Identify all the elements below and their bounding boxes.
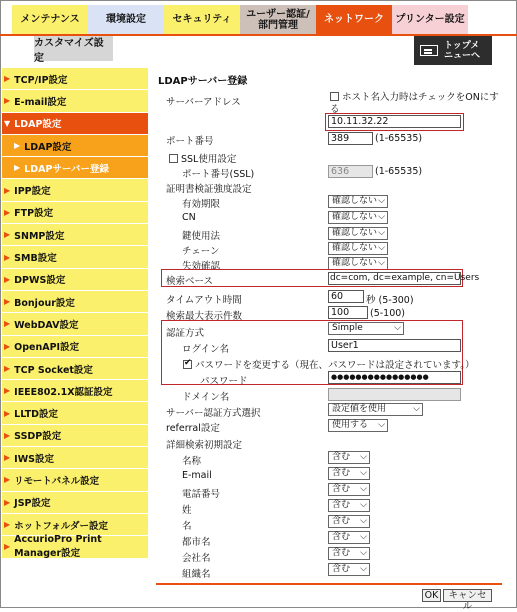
cert-keyusage-label: 鍵使用法 xyxy=(182,231,221,242)
sidebar-item-jsp[interactable]: ▶ JSP設定 xyxy=(2,492,148,514)
chevron-down-icon: ⌵ xyxy=(378,212,385,222)
detail-phone-select[interactable]: 含む ⌵ xyxy=(328,483,370,496)
arrow-icon: ▶ xyxy=(4,185,11,195)
detail-firstname-select[interactable]: 含む ⌵ xyxy=(328,515,370,528)
cert-revocation-select[interactable]: 確認しない ⌵ xyxy=(328,257,388,270)
ssl-checkbox[interactable] xyxy=(169,154,178,163)
sidebar-item-bonjour[interactable]: ▶ Bonjour設定 xyxy=(2,291,148,313)
ssl-port-range: (1-65535) xyxy=(375,166,423,177)
sidebar-item-openapi[interactable]: ▶ OpenAPI設定 xyxy=(2,336,148,358)
hostname-checkbox-label-cont: る xyxy=(330,104,340,115)
chevron-down-icon: ⌵ xyxy=(360,452,367,462)
chevron-down-icon: ⌵ xyxy=(360,484,367,494)
sidebar-item-lltd[interactable]: ▶ LLTD設定 xyxy=(2,402,148,424)
arrow-icon: ▶ xyxy=(4,475,11,485)
search-base-input[interactable]: dc=com, dc=example, cn=Users xyxy=(330,273,480,283)
tab-user-auth[interactable]: ユーザー認証/部門管理 xyxy=(240,5,316,34)
ssl-checkbox-row[interactable] xyxy=(169,151,236,165)
hostname-checkbox[interactable] xyxy=(330,92,339,101)
sidebar-subitem-ldap-settings[interactable]: ▶ LDAP設定 xyxy=(2,135,148,157)
arrow-icon: ▶ xyxy=(4,453,11,463)
arrow-icon: ▶ xyxy=(4,430,11,440)
arrow-icon: ▶ xyxy=(4,341,11,351)
domain-label: ドメイン名 xyxy=(182,392,230,403)
sidebar-item-ldap[interactable]: ▼ LDAP設定 xyxy=(2,113,148,135)
chevron-down-icon: ⌵ xyxy=(378,243,385,253)
top-menu-button[interactable] xyxy=(414,36,492,65)
tab-printer[interactable]: プリンター設定 xyxy=(392,5,468,34)
sidebar-item-ftp[interactable]: ▶ FTP設定 xyxy=(2,202,148,224)
port-range: (1-65535) xyxy=(375,133,423,144)
cert-keyusage-select[interactable]: 確認しない ⌵ xyxy=(328,227,388,240)
arrow-down-icon: ▼ xyxy=(4,118,11,128)
cert-expiry-label: 有効期限 xyxy=(182,199,221,210)
arrow-icon: ▶ xyxy=(4,542,11,552)
chevron-down-icon: ⌵ xyxy=(378,196,385,206)
arrow-icon: ▶ xyxy=(4,297,11,307)
arrow-icon: ▶ xyxy=(4,364,11,373)
timeout-input[interactable]: 60 xyxy=(328,290,364,303)
ssl-port-input[interactable]: 636 xyxy=(328,165,373,178)
chevron-down-icon: ⌵ xyxy=(413,404,420,414)
cert-cn-select[interactable]: 確認しない ⌵ xyxy=(328,211,388,224)
tab-environment[interactable]: 環境設定 xyxy=(88,5,164,34)
chevron-down-icon: ⌵ xyxy=(360,468,367,478)
server-address-label: サーバーアドレス xyxy=(166,97,241,108)
cert-expiry-select[interactable]: 確認しない ⌵ xyxy=(328,195,388,208)
sidebar-item-ieee8021x[interactable]: ▶ IEEE802.1X認証設定 xyxy=(2,380,148,402)
cert-cn-label: CN xyxy=(182,212,196,223)
chevron-down-icon: ⌵ xyxy=(360,532,367,542)
password-input[interactable]: ●●●●●●●●●●●●●●●● xyxy=(328,371,461,384)
ssl-label: SSL使用設定 xyxy=(181,154,237,165)
chevron-down-icon: ⌵ xyxy=(360,500,367,510)
detail-name-label: 名称 xyxy=(182,456,202,467)
chevron-down-icon: ⌵ xyxy=(394,323,401,333)
chevron-down-icon: ⌵ xyxy=(360,516,367,526)
arrow-icon: ▶ xyxy=(4,96,11,106)
auth-method-label: 認証方式 xyxy=(166,328,205,339)
cancel-button[interactable]: キャンセル xyxy=(443,589,492,602)
tab-maintenance[interactable]: メンテナンス xyxy=(12,5,88,34)
detail-surname-select[interactable]: 含む ⌵ xyxy=(328,499,370,512)
auth-method-select[interactable]: Simple ⌵ xyxy=(328,322,404,335)
change-password-label: パスワードを変更する（現在、パスワードは設定されています。） xyxy=(195,360,475,371)
detail-org-label: 組織名 xyxy=(182,569,211,580)
detail-name-select[interactable]: 含む ⌵ xyxy=(328,451,370,464)
tab-security[interactable]: セキュリティ xyxy=(164,5,240,34)
detail-surname-label: 姓 xyxy=(182,505,192,516)
sidebar-subitem-ldap-server[interactable]: ▶ LDAPサーバー登録 xyxy=(2,157,148,179)
referral-select[interactable]: 使用する ⌵ xyxy=(328,419,388,432)
cert-chain-label: チェーン xyxy=(182,246,220,257)
arrow-icon: ▶ xyxy=(4,274,11,284)
top-menu-label: トップメニューへ xyxy=(444,40,481,61)
hostname-checkbox-label: ホスト名入力時はチェックをONにす xyxy=(342,92,499,103)
login-input[interactable]: User1 xyxy=(328,339,461,352)
sidebar-item-smb[interactable]: ▶ SMB設定 xyxy=(2,246,148,268)
sidebar-item-accuriopro[interactable]: ▶ AccurioPro Print Manager設定 xyxy=(2,536,148,558)
sidebar-item-iws[interactable]: ▶ IWS設定 xyxy=(2,447,148,469)
footer-divider xyxy=(156,583,502,585)
domain-input[interactable] xyxy=(328,388,461,401)
port-label: ポート番号 xyxy=(166,136,214,147)
sidebar-item-tcpip[interactable]: ▶ TCP/IP設定 xyxy=(2,68,148,90)
arrow-icon: ▶ xyxy=(4,230,11,240)
detail-email-label: E-mail xyxy=(182,470,212,481)
arrow-icon: ▶ xyxy=(4,497,11,507)
arrow-icon: ▶ xyxy=(4,520,11,530)
max-results-input[interactable]: 100 xyxy=(328,306,368,319)
arrow-icon: ▶ xyxy=(14,141,21,151)
timeout-unit: 秒 (5-300) xyxy=(366,295,414,306)
arrow-icon: ▶ xyxy=(14,163,21,173)
port-input[interactable]: 389 xyxy=(328,132,373,145)
cert-label: 証明書検証強度設定 xyxy=(166,184,252,195)
sidebar-item-email[interactable]: ▶ E-mail設定 xyxy=(2,90,148,112)
chevron-down-icon: ⌵ xyxy=(378,228,385,238)
cert-revocation-label: 失効確認 xyxy=(182,261,221,272)
detail-city-label: 都市名 xyxy=(182,537,211,548)
chevron-down-icon: ⌵ xyxy=(360,564,367,574)
timeout-label: タイムアウト時間 xyxy=(166,295,242,306)
page-title: LDAPサーバー登録 xyxy=(158,76,248,87)
server-auth-select[interactable]: 設定値を使用 ⌵ xyxy=(328,403,423,416)
sidebar-item-ipp[interactable]: ▶ IPP設定 xyxy=(2,179,148,201)
max-results-range: (5-100) xyxy=(370,308,406,319)
sidebar xyxy=(2,68,148,559)
ssl-port-label: ポート番号(SSL) xyxy=(182,169,255,180)
arrow-icon: ▶ xyxy=(4,74,11,84)
detail-company-select[interactable]: 含む ⌵ xyxy=(328,547,370,560)
server-address-input[interactable]: 10.11.32.22 xyxy=(328,115,461,128)
login-label: ログイン名 xyxy=(182,344,230,355)
cert-chain-select[interactable]: 確認しない ⌵ xyxy=(328,242,388,255)
max-results-label: 検索最大表示件数 xyxy=(166,311,243,322)
detail-phone-label: 電話番号 xyxy=(182,489,221,500)
arrow-icon: ▶ xyxy=(4,408,11,418)
sidebar-item-dpws[interactable]: ▶ DPWS設定 xyxy=(2,269,148,291)
referral-label: referral設定 xyxy=(166,423,220,434)
hostname-checkbox-row[interactable] xyxy=(330,89,499,103)
server-auth-label: サーバー認証方式選択 xyxy=(166,408,261,419)
ok-button[interactable]: OK xyxy=(422,589,441,602)
tab-network[interactable]: ネットワーク xyxy=(316,5,392,34)
password-label: パスワード xyxy=(200,376,248,387)
change-password-row[interactable] xyxy=(183,357,475,371)
search-base-label: 検索ベース xyxy=(166,276,214,287)
detail-firstname-label: 名 xyxy=(182,521,192,532)
detail-search-label: 詳細検索初期設定 xyxy=(166,440,243,451)
chevron-down-icon: ⌵ xyxy=(360,548,367,558)
sidebar-item-tcp-socket[interactable]: ▶ TCP Socket設定 xyxy=(2,358,148,380)
chevron-down-icon: ⌵ xyxy=(378,258,385,268)
sidebar-item-ssdp[interactable]: ▶ SSDP設定 xyxy=(2,425,148,447)
detail-city-select[interactable]: 含む ⌵ xyxy=(328,531,370,544)
sidebar-item-snmp[interactable]: ▶ SNMP設定 xyxy=(2,224,148,246)
sidebar-item-webdav[interactable]: ▶ WebDAV設定 xyxy=(2,313,148,335)
sidebar-item-hot-folder[interactable]: ▶ ホットフォルダー設定 xyxy=(2,514,148,536)
detail-company-label: 会社名 xyxy=(182,553,211,564)
detail-org-select[interactable]: 含む ⌵ xyxy=(328,563,370,576)
arrow-icon: ▶ xyxy=(4,252,11,262)
arrow-icon: ▶ xyxy=(4,319,11,329)
top-menu-icon xyxy=(420,45,438,56)
detail-email-select[interactable]: 含む ⌵ xyxy=(328,467,370,480)
arrow-icon: ▶ xyxy=(4,386,11,396)
chevron-down-icon: ⌵ xyxy=(378,420,385,430)
tab-customize[interactable]: カスタマイズ設定 xyxy=(34,36,113,61)
sidebar-item-remote-panel[interactable]: ▶ リモートパネル設定 xyxy=(2,469,148,491)
arrow-icon: ▶ xyxy=(4,207,11,217)
change-password-checkbox[interactable] xyxy=(183,360,192,369)
